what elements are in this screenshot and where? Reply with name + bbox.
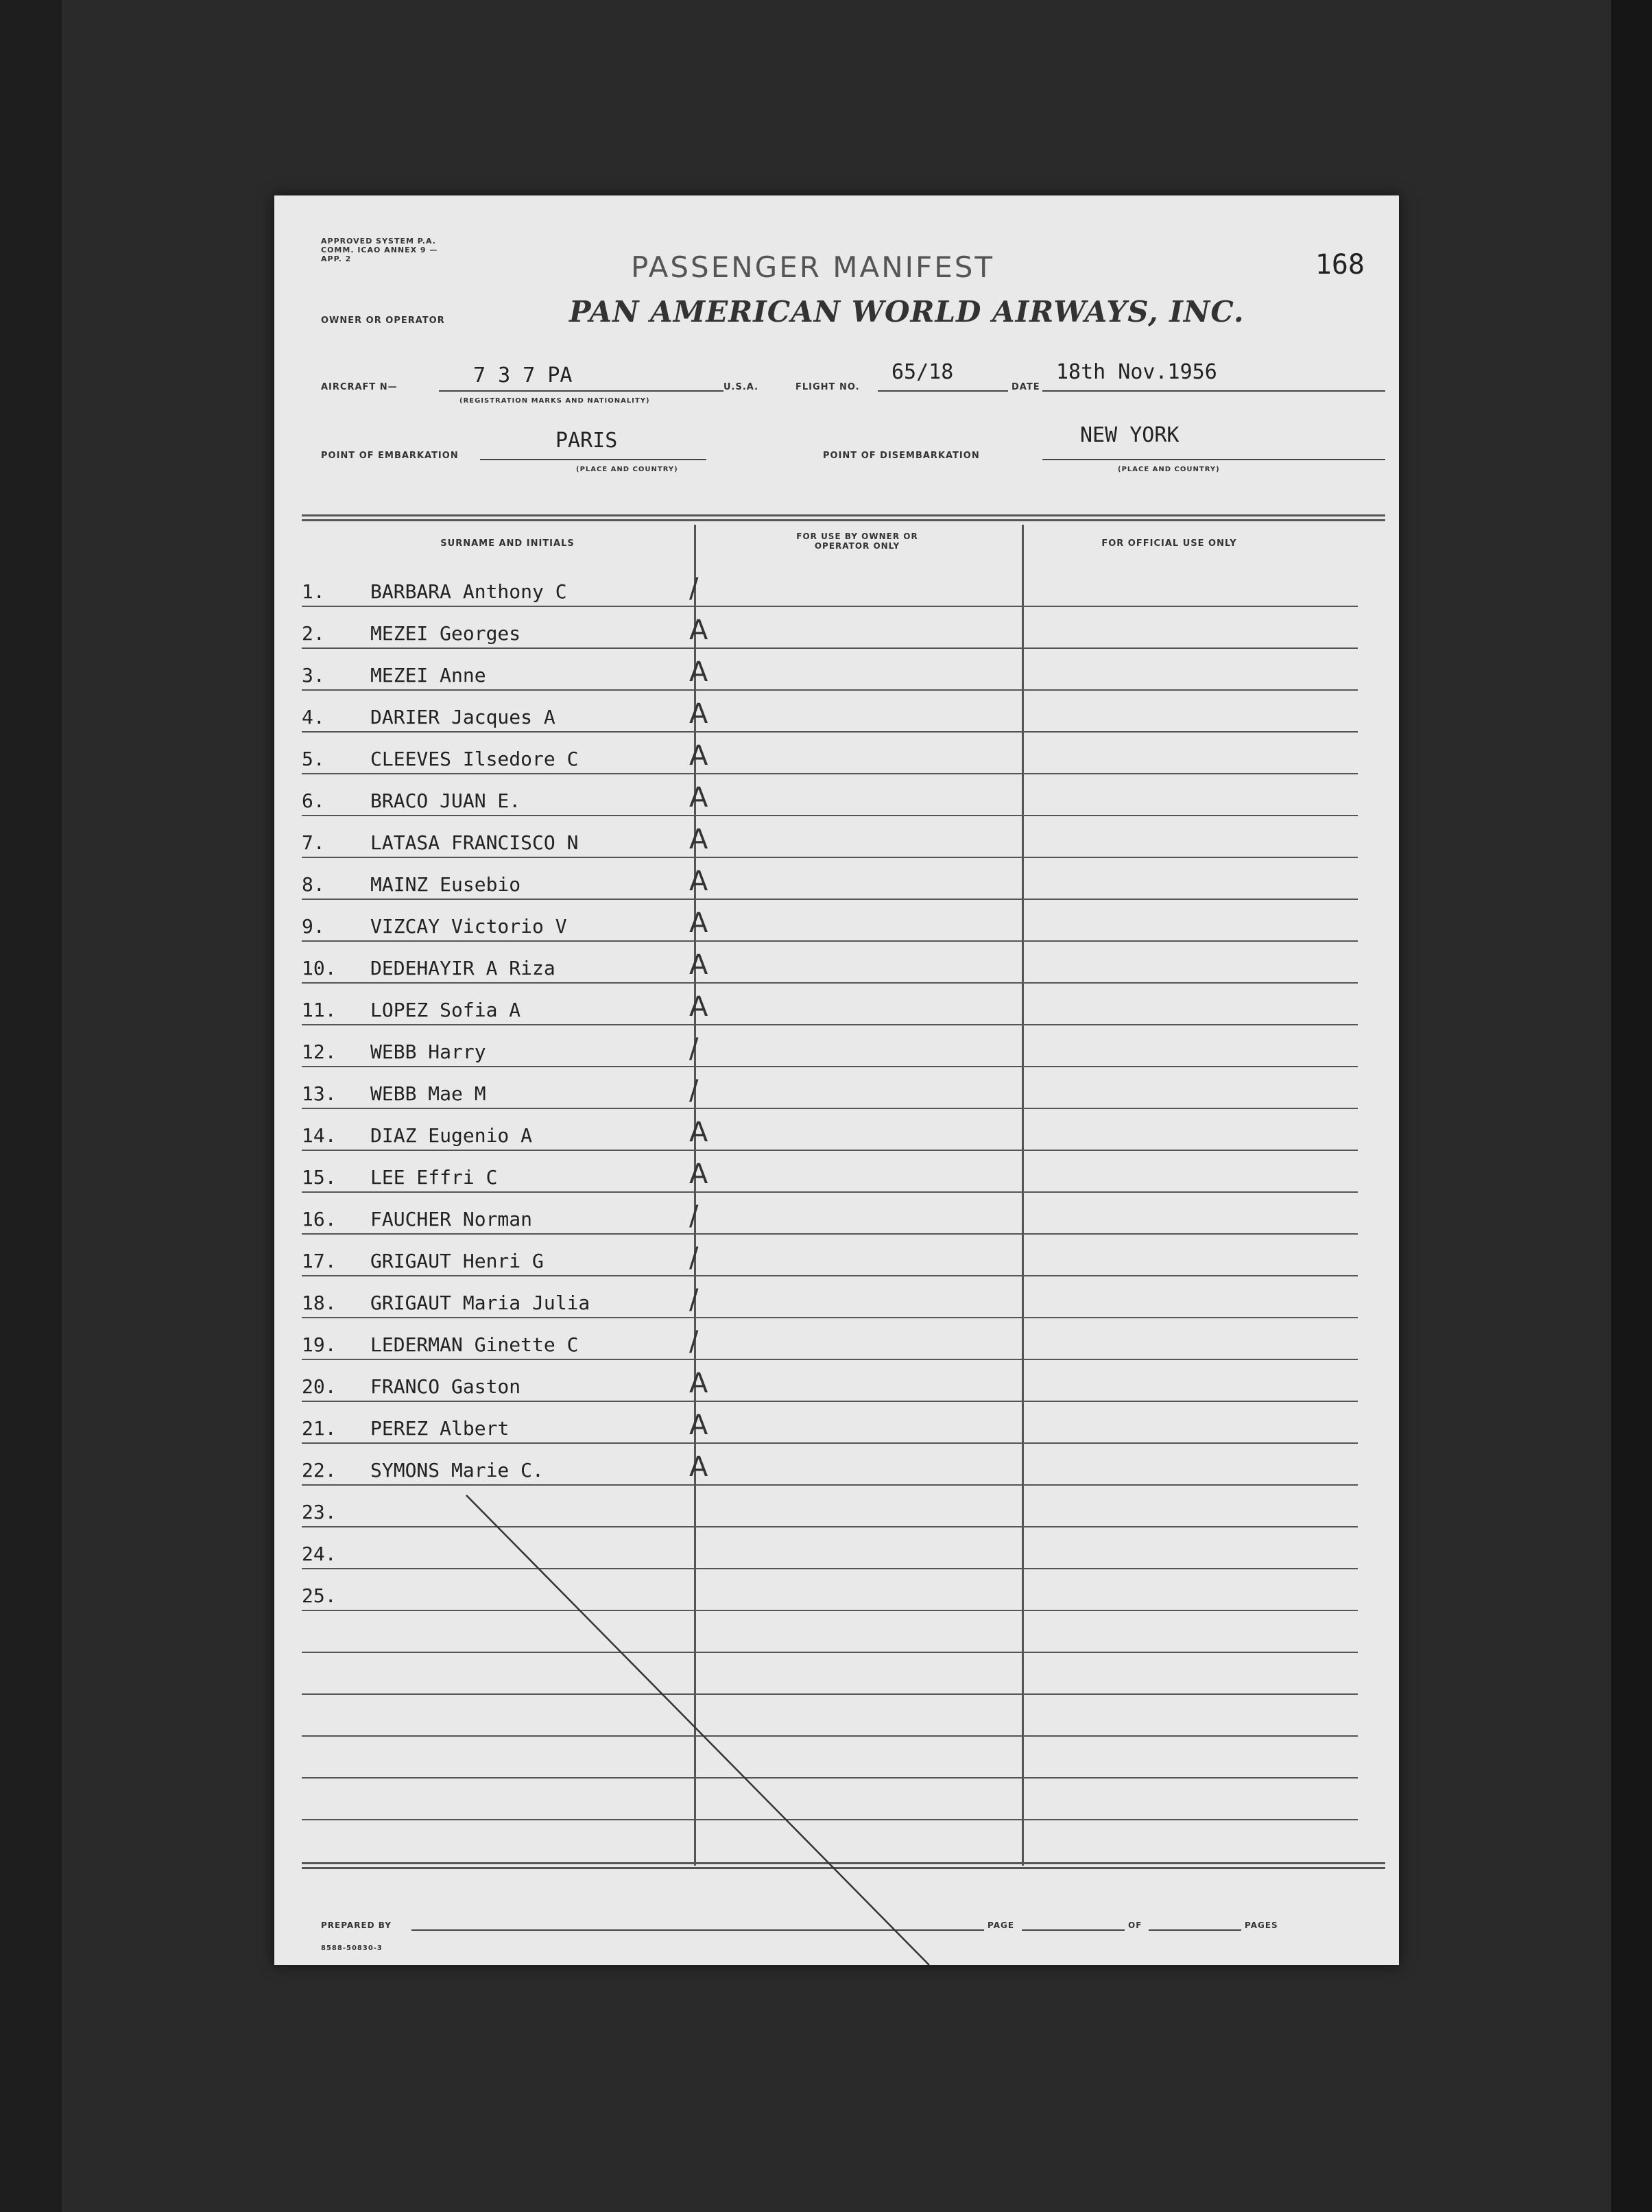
passenger-number: 6.: [302, 789, 325, 812]
passenger-number: 13.: [302, 1082, 337, 1105]
approval-note: APPROVED SYSTEM P.A. COMM. ICAO ANNEX 9 — APP. 2: [321, 237, 438, 263]
aircraft-value: 7 3 7 PA: [473, 364, 573, 388]
disembarkation-value: NEW YORK: [1080, 423, 1180, 447]
checkmark: A: [689, 615, 708, 646]
passenger-number: 16.: [302, 1208, 337, 1230]
checkmark: /: [689, 1326, 699, 1357]
manifest-sheet: [274, 195, 1399, 1965]
passenger-number: 17.: [302, 1250, 337, 1272]
embarkation-value: PARIS: [555, 429, 618, 453]
passenger-name: MEZEI Anne: [370, 664, 486, 687]
passenger-name: VIZCAY Victorio V: [370, 915, 567, 938]
usa-label: U.S.A.: [723, 382, 759, 392]
passenger-number: 12.: [302, 1040, 337, 1063]
column-surname: SURNAME AND INITIALS: [440, 538, 575, 549]
passenger-number: 5.: [302, 748, 325, 770]
passenger-name: MAINZ Eusebio: [370, 873, 521, 896]
passenger-name: BARBARA Anthony C: [370, 580, 567, 603]
prepared-label: PREPARED BY: [321, 1920, 392, 1930]
passenger-number: 24.: [302, 1543, 337, 1565]
checkmark: A: [689, 1158, 708, 1190]
checkmark: /: [689, 573, 699, 604]
passenger-name: LEDERMAN Ginette C: [370, 1333, 579, 1356]
checkmark: A: [689, 824, 708, 855]
passenger-number: 19.: [302, 1333, 337, 1356]
passenger-number: 22.: [302, 1459, 337, 1482]
page-label: PAGE: [987, 1920, 1015, 1930]
passenger-name: PEREZ Albert: [370, 1417, 510, 1440]
passenger-number: 11.: [302, 999, 337, 1021]
checkmark: A: [689, 1410, 708, 1441]
passenger-name: CLEEVES Ilsedore C: [370, 748, 579, 770]
pages-label: PAGES: [1245, 1920, 1278, 1930]
disembarkation-caption: (PLACE AND COUNTRY): [1118, 466, 1220, 473]
passenger-name: GRIGAUT Maria Julia: [370, 1292, 590, 1314]
checkmark: /: [689, 1242, 699, 1274]
passenger-name: WEBB Mae M: [370, 1082, 486, 1105]
passenger-number: 9.: [302, 915, 325, 938]
passenger-name: BRACO JUAN E.: [370, 789, 521, 812]
passenger-name: DEDEHAYIR A Riza: [370, 957, 555, 979]
passenger-name: MEZEI Georges: [370, 622, 521, 645]
passenger-number: 10.: [302, 957, 337, 979]
passenger-number: 14.: [302, 1124, 337, 1147]
passenger-number: 2.: [302, 622, 325, 645]
checkmark: /: [689, 1033, 699, 1065]
passenger-number: 8.: [302, 873, 325, 896]
passenger-name: LOPEZ Sofia A: [370, 999, 521, 1021]
checkmark: A: [689, 698, 708, 730]
passenger-number: 3.: [302, 664, 325, 687]
passenger-number: 7.: [302, 831, 325, 854]
passenger-name: FAUCHER Norman: [370, 1208, 533, 1230]
film-edge-left: [0, 0, 62, 2212]
date-label: DATE: [1011, 382, 1040, 392]
of-label: OF: [1128, 1920, 1142, 1930]
embarkation-label: POINT OF EMBARKATION: [321, 451, 459, 461]
checkmark: A: [689, 991, 708, 1023]
diagonal-strike: [274, 195, 1399, 1965]
passenger-number: 1.: [302, 580, 325, 603]
checkmark: A: [689, 1451, 708, 1483]
owner-label: OWNER OR OPERATOR: [321, 316, 445, 326]
passenger-name: SYMONS Marie C.: [370, 1459, 544, 1482]
passenger-number: 23.: [302, 1501, 337, 1523]
passenger-number: 20.: [302, 1375, 337, 1398]
checkmark: A: [689, 1368, 708, 1399]
passenger-number: 4.: [302, 706, 325, 728]
flight-label: FLIGHT NO.: [795, 382, 860, 392]
disembarkation-label: POINT OF DISEMBARKATION: [823, 451, 980, 461]
checkmark: A: [689, 866, 708, 897]
company-name: PAN AMERICAN WORLD AIRWAYS, INC.: [569, 295, 1245, 329]
column-owner-use: FOR USE BY OWNER OR OPERATOR ONLY: [796, 532, 918, 551]
flight-value: 65/18: [891, 360, 954, 384]
checkmark: /: [689, 1284, 699, 1316]
checkmark: A: [689, 782, 708, 813]
passenger-name: DIAZ Eugenio A: [370, 1124, 533, 1147]
film-edge-right: [1611, 0, 1652, 2212]
passenger-name: DARIER Jacques A: [370, 706, 555, 728]
page-number: 168: [1315, 249, 1365, 281]
checkmark: A: [689, 656, 708, 688]
passenger-number: 18.: [302, 1292, 337, 1314]
aircraft-caption: (REGISTRATION MARKS AND NATIONALITY): [459, 397, 650, 405]
checkmark: A: [689, 1117, 708, 1148]
passenger-number: 21.: [302, 1417, 337, 1440]
passenger-name: FRANCO Gaston: [370, 1375, 521, 1398]
passenger-number: 15.: [302, 1166, 337, 1189]
passenger-name: LATASA FRANCISCO N: [370, 831, 579, 854]
passenger-name: WEBB Harry: [370, 1040, 486, 1063]
embarkation-caption: (PLACE AND COUNTRY): [576, 466, 678, 473]
checkmark: /: [689, 1200, 699, 1232]
column-official-use: FOR OFFICIAL USE ONLY: [1101, 538, 1237, 549]
strike-line: [466, 1495, 929, 1965]
checkmark: A: [689, 907, 708, 939]
passenger-name: LEE Effri C: [370, 1166, 498, 1189]
checkmark: A: [689, 949, 708, 981]
aircraft-label: AIRCRAFT N—: [321, 382, 398, 392]
form-number: 8588-50830-3: [321, 1945, 383, 1952]
page-title: PASSENGER MANIFEST: [631, 250, 995, 284]
checkmark: /: [689, 1075, 699, 1106]
passenger-number: 25.: [302, 1584, 337, 1607]
checkmark: A: [689, 740, 708, 772]
passenger-name: GRIGAUT Henri G: [370, 1250, 544, 1272]
date-value: 18th Nov.1956: [1056, 360, 1217, 384]
